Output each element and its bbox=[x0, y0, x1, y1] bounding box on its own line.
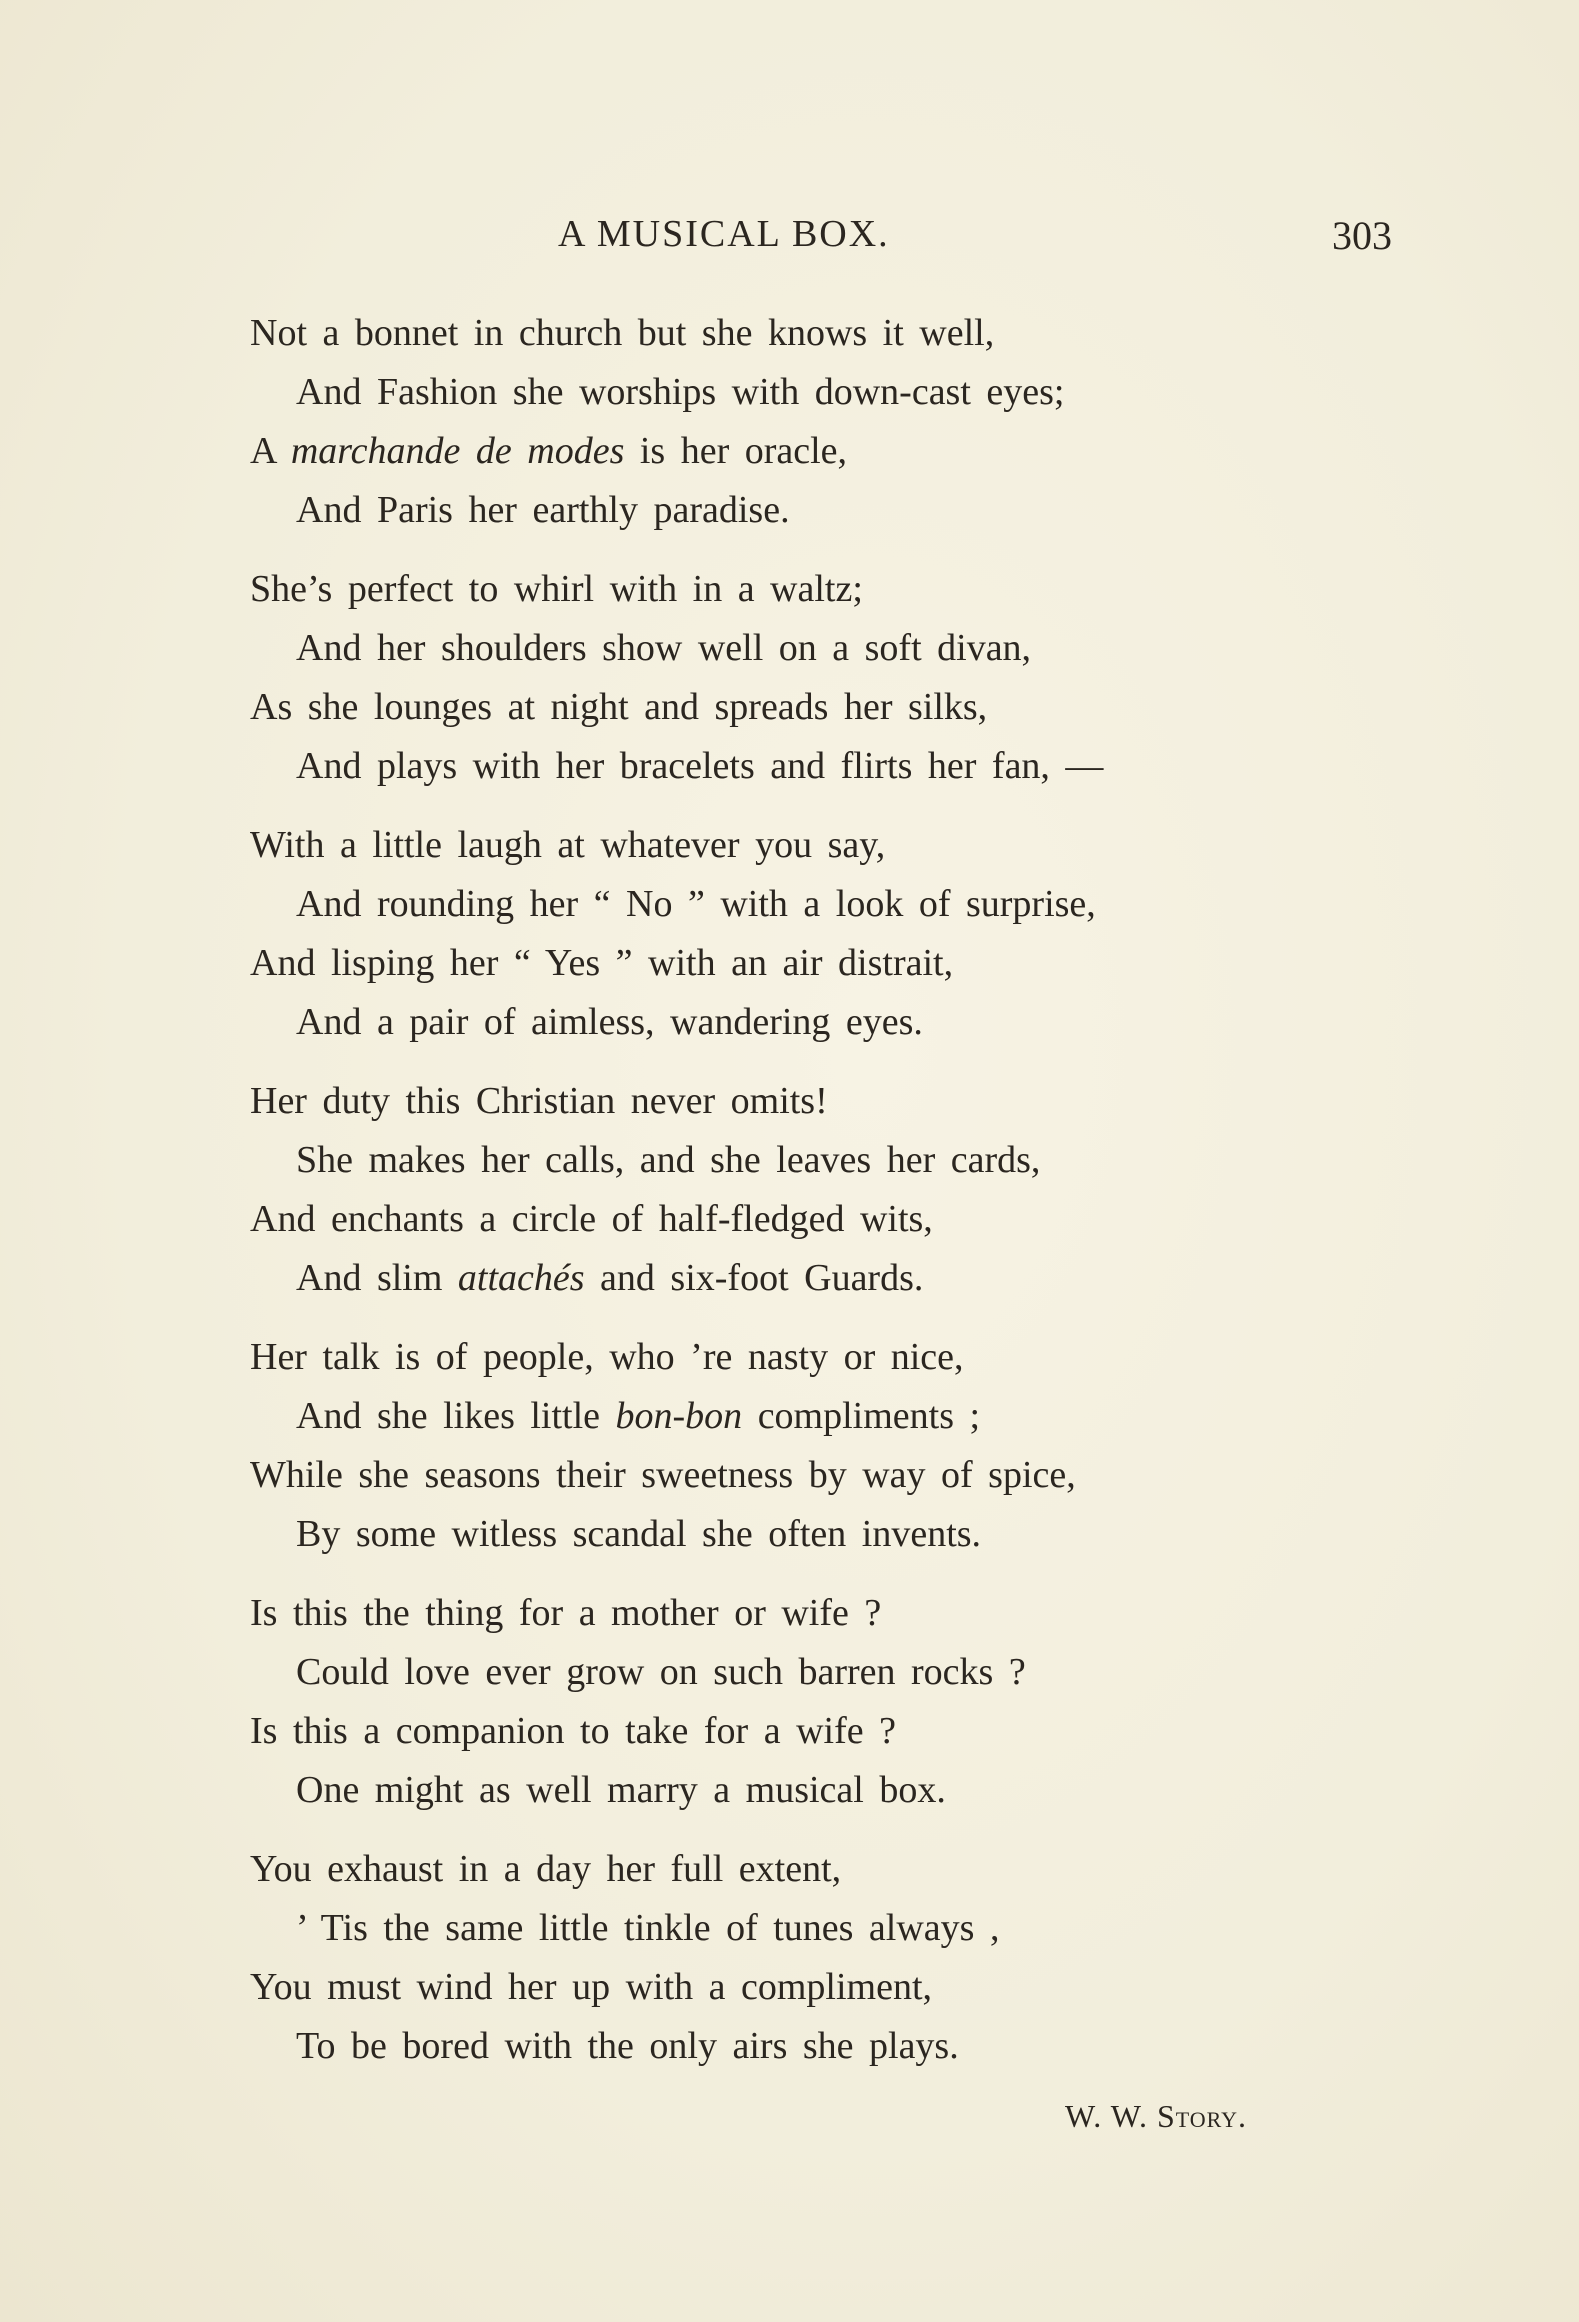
poem-line bbox=[250, 1387, 1350, 1446]
poem-line: By some witless scandal she often invents. bbox=[296, 1513, 982, 1555]
poem-line: And lisping her “ Yes ” with an air distrait, bbox=[250, 942, 954, 984]
poem-line: And her shoulders show well on a soft divan, bbox=[296, 627, 1032, 669]
poem-line: She’s perfect to whirl with in a waltz; bbox=[250, 568, 863, 610]
page-number: 303 bbox=[1332, 213, 1392, 258]
line-text: And she likes little bbox=[296, 1395, 616, 1437]
running-title: A MUSICAL BOX. bbox=[558, 213, 890, 255]
poem-line: As she lounges at night and spreads her silks, bbox=[250, 686, 988, 728]
poem-line bbox=[250, 1249, 1350, 1308]
poem-line: And rounding her “ No ” with a look of surprise, bbox=[296, 883, 1096, 925]
author-signature: W. W. Story. bbox=[1065, 2098, 1248, 2134]
poem-line: She makes her calls, and she leaves her cards, bbox=[296, 1139, 1041, 1181]
poem-line bbox=[250, 422, 1350, 481]
stanza bbox=[250, 1584, 1350, 1820]
line-text: A bbox=[250, 430, 291, 472]
poem-line: Her talk is of people, who ’re nasty or nice, bbox=[250, 1336, 964, 1378]
italic-phrase: bon-bon bbox=[615, 1395, 743, 1437]
line-text: And slim bbox=[296, 1257, 458, 1299]
poem-line: And Paris her earthly paradise. bbox=[296, 489, 790, 531]
poem-line: Is this a companion to take for a wife ? bbox=[250, 1710, 896, 1752]
line-text: is her oracle, bbox=[624, 430, 848, 472]
poem-line: ’ Tis the same little tinkle of tunes always , bbox=[296, 1907, 1000, 1949]
stanza bbox=[250, 560, 1350, 796]
page-header bbox=[0, 212, 1579, 272]
italic-phrase: marchande de modes bbox=[290, 430, 625, 472]
poem-line: One might as well marry a musical box. bbox=[296, 1769, 946, 1811]
poem-line: Not a bonnet in church but she knows it well, bbox=[250, 312, 995, 354]
poem-line: You exhaust in a day her full extent, bbox=[250, 1848, 842, 1890]
stanza bbox=[250, 816, 1350, 1052]
poem-line: You must wind her up with a compliment, bbox=[250, 1966, 933, 2008]
poem-line: And enchants a circle of half-fledged wits, bbox=[250, 1198, 933, 1240]
stanza bbox=[250, 304, 1350, 540]
stanza bbox=[250, 1328, 1350, 1564]
poem-line: While she seasons their sweetness by way of spice, bbox=[250, 1454, 1076, 1496]
stanza bbox=[250, 1840, 1350, 2076]
poem-body bbox=[250, 304, 1350, 2096]
line-text: and six-foot Guards. bbox=[584, 1257, 924, 1299]
poem-line: To be bored with the only airs she plays. bbox=[296, 2025, 959, 2067]
poem-line: And a pair of aimless, wandering eyes. bbox=[296, 1001, 923, 1043]
poem-line: And plays with her bracelets and flirts her fan, — bbox=[296, 745, 1104, 787]
poem-line: Could love ever grow on such barren rocks ? bbox=[296, 1651, 1026, 1693]
poem-line: With a little laugh at whatever you say, bbox=[250, 824, 886, 866]
poem-line: Her duty this Christian never omits! bbox=[250, 1080, 828, 1122]
stanza bbox=[250, 1072, 1350, 1308]
line-text: compliments ; bbox=[742, 1395, 981, 1437]
poem-line: And Fashion she worships with down-cast eyes; bbox=[296, 371, 1065, 413]
italic-phrase: attachés bbox=[457, 1257, 585, 1299]
poem-line: Is this the thing for a mother or wife ? bbox=[250, 1592, 882, 1634]
